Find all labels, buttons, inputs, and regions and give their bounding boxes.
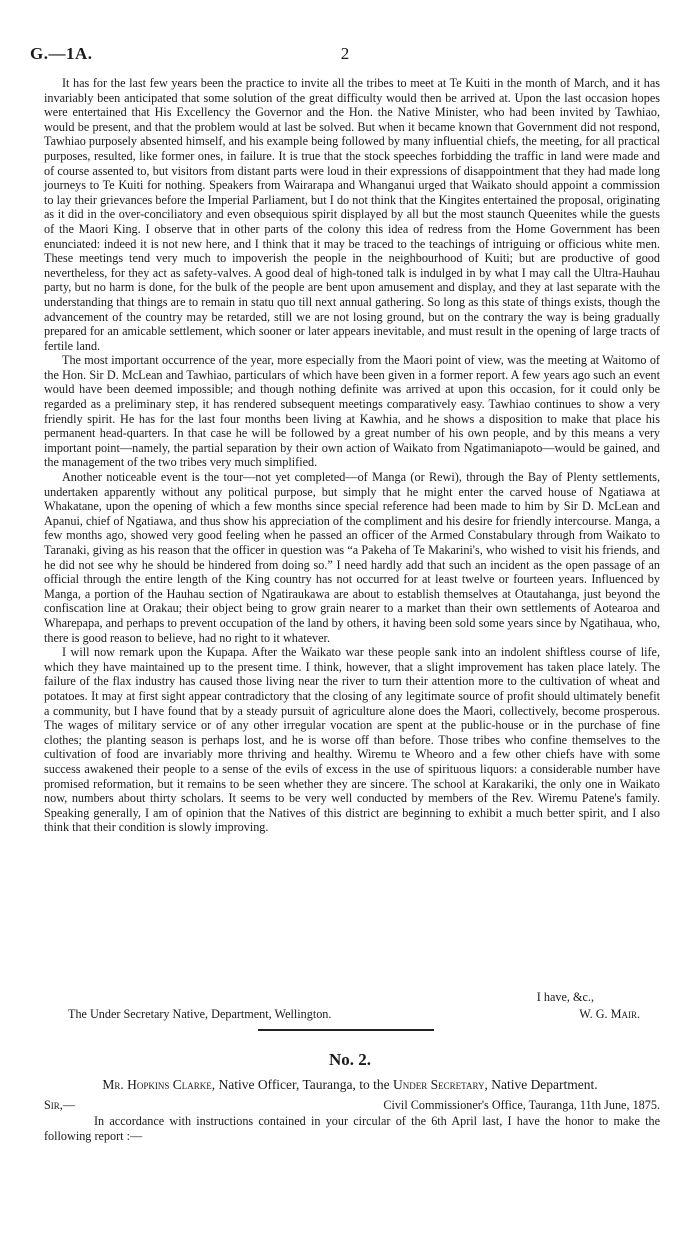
report-body	[44, 76, 660, 835]
addressee: The Under Secretary Native, Department, Wellington.	[68, 1007, 332, 1021]
paragraph-te-kuiti-meeting: It has for the last few years been the practice to invite all the tribes to meet at Te Kuiti in the month of March, and it has invariably been anticipated that some solution of the great difficulty would then be arrived at. Upon the last occasion hopes were entertained that His Excellency the Governor and the Hon. the Native Minister, who had been invited by Tawhiao, would be present, and that the problem would at last be solved. But when it became known that Government did not respond, Tawhiao purposely absented himself, and his example being followed by many influential chiefs, the meeting, for all practical purposes, resulted, like former ones, in failure. It is true that the stock speeches forbidding the traffic in land were made and of course assented to, but visitors from distant parts were loud in their expressions of disappointment that they had made long journeys to Te Kuiti for nothing. Speakers from Wairarapa and Whanganui urged that Waikato should appoint a commission to lay their grievances before the Imperial Parliament, but I do not think that the Kingites entertained the proposal, originating as it did in the over-conciliatory and even obsequious spirit displayed by all but the most staunch Queenites while the guests of the Maori King. I observe that in other parts of the colony this idea of redress from the Home Government has been enunciated: indeed it is not new here, and I think that it may be traced to the teachings of intriguing or officious white men. These meetings tend very much to impoverish the people in the neighbourhood of Kuiti; but are productive of good nevertheless, for they act as safety-valves. A good deal of high-toned talk is indulged in by what I may call the Ultra-Hauhau party, but no harm is done, for the bulk of the people are bent upon amusement and display, and they at last separate with the understanding that things are to remain in statu quo till next annual gathering. So long as this state of things exists, though the advancement of the country may be retarded, still we are not losing ground, but on the contrary the way is being gradually prepared for an amicable settlement, which sooner or later appears inevitable, and must result in the opening of large tracts of fertile land.	[44, 76, 660, 353]
sender-name: Mr. Hopkins Clarke	[102, 1077, 212, 1092]
paragraph-waitomo-meeting: The most important occurrence of the year, more especially from the Maori point of view, was the meeting at Waitomo of the Hon. Sir D. McLean and Tawhiao, particulars of which have been given in a former report. A few years ago such an event would have been deemed impossible; and though nothing definite was arrived at upon this occasion, for it could only be regarded as a preliminary step, it has rendered subsequent meetings comparatively easy. Tawhiao continues to show a very friendly spirit. He has for the last four months been living at Kawhia, and he shows a disposition to make that place his permanent head-quarters. In that case he will be followed by a great number of his own people, and by this means a very important point—namely, the partial separation by their own action of Waikato from Ngatimaniapoto—would be gained, and the management of the two tribes very much simplified.	[44, 353, 660, 470]
paragraph-manga-tour: Another noticeable event is the tour—not yet completed—of Manga (or Rewi), through the Bay of Plenty settlements, undertaken apparently without any political purpose, but simply that he might enter the carved house of Ngatiawa at Whakatane, upon the opening of which a few months since special reference had been made to him by Sir D. McLean and Apanui, chief of Ngatiawa, and thus show his appreciation of the compliment and his desire for friendly intercourse. Manga, a few months ago, showed very good feeling when he passed an officer of the Armed Constabulary through from Waikato to Taranaki, giving as his reason that the officer in question was “a Pakeha of Te Makarini's, who wished to visit his friends, and he did not see why he should be hindered from doing so.” I need hardly add that such an incident as the open passage of an official through the entire length of the King country has not occurred for at least twelve or fourteen years. Influenced by Manga, a portion of the Hauhau section of Ngatiraukawa are about to establish themselves at Otautahanga, just beyond the confiscation line at Orakau; their object being to grow grain nearer to a market than their own settlements of Aotearoa and Wharepapa, and perhaps to prevent occupation of the land by others, it having been sold some years since by Ngatihaua, who, there is good reason to believe, had no right to it whatever.	[44, 470, 660, 645]
recipient-title: Under Secretary	[393, 1077, 485, 1092]
sender-role: , Native Officer, Tauranga, to the	[211, 1077, 394, 1092]
report-intro-block	[44, 1114, 660, 1143]
salutation: Sir,—	[44, 1098, 76, 1112]
page-number: 2	[340, 44, 350, 63]
office-and-date: Civil Commissioner's Office, Tauranga, 11th June, 1875.	[383, 1098, 660, 1112]
recipient-department: , Native Department.	[484, 1077, 598, 1092]
signature: W. G. Mair.	[579, 1007, 640, 1021]
section-divider	[258, 1029, 434, 1031]
paragraph-kupapa: I will now remark upon the Kupapa. After the Waikato war these people sank into an indolent shiftless course of life, which they have maintained up to the present time. I think, however, that a slight improvement has taken place lately. The failure of the flax industry has caused those living near the river to turn their attention more to the cultivation of wheat and potatoes. It may at first sight appear contradictory that the closing of any legitimate source of profit should ultimately benefit a community, but I have found that by a steady pursuit of agriculture alone does the Maori, collectively, become prosperous. The wages of military service or of any other irregular vocation are spent at the public-house or in the purchase of fine clothes; the planting season is perhaps lost, and he is worse off than before. Those tribes who confine themselves to the cultivation of food are invariably more thriving and healthy. Wiremu te Wheoro and a few other chiefs have with some success awakened their people to a sense of the evils of excess in the use of spirituous liquors: a considerable number have promised reformation, but it remains to be seen whether they are sincere. The school at Karakariki, the only one in Waikato now, numbers about thirty scholars. It seems to be very well conducted by members of the Rev. Wiremu Patene's family. Speaking generally, I am of opinion that the Natives of this district are beginning to exhibit a much better spirit, and I also think that their condition is slowly improving.	[44, 645, 660, 835]
page-header	[30, 44, 660, 68]
section-heading: No. 2.	[328, 1050, 372, 1069]
closing-line: I have, &c.,	[536, 990, 594, 1004]
letter-heading	[0, 1077, 700, 1093]
report-intro: In accordance with instructions contained in your circular of the 6th April last, I have the honor to make the following report :—	[44, 1114, 660, 1143]
document-reference: G.—1A.	[30, 44, 93, 63]
